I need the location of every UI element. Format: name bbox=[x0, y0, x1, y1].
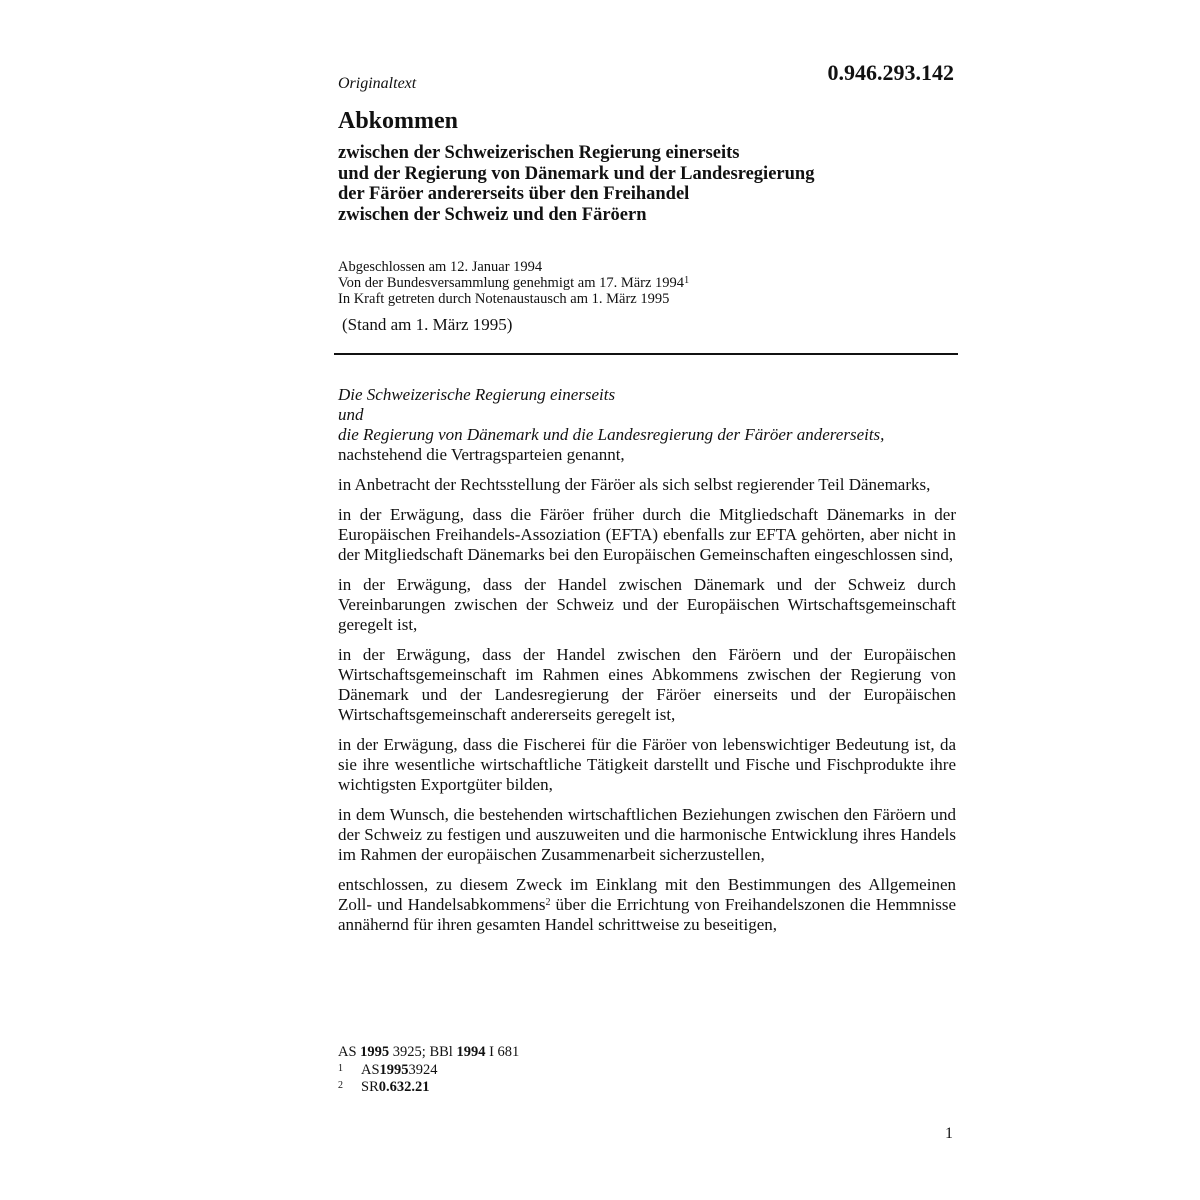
source-as-year: 1995 bbox=[360, 1044, 390, 1060]
parties-referred: nachstehend die Vertragsparteien genannt, bbox=[338, 445, 625, 464]
recital-paragraph: in dem Wunsch, die bestehenden wirtschaftlichen Beziehungen zwischen den Färöern und der Schweiz zu festigen und auszuweiten und die harmonische Entwicklung ihres Handels im Rahmen der europäischen Zusammenarbeit sicherzustellen, bbox=[338, 805, 956, 864]
document-meta bbox=[338, 259, 689, 307]
footnote-ref: 1 bbox=[684, 275, 690, 286]
subtitle-line: der Färöer andererseits über den Freihandel bbox=[338, 184, 690, 204]
source-bbl-year: 1994 bbox=[456, 1044, 486, 1060]
footnote-sr-ref: 0.632.21 bbox=[378, 1079, 430, 1095]
footnote-2 bbox=[338, 1079, 519, 1097]
recital-text: entschlossen, zu diesem Zweck im Einklang mit den Bestimmungen des Allgemeinen Zoll- und Handelsabkommens bbox=[338, 875, 956, 914]
subtitle-line: zwischen der Schweizerischen Regierung einerseits bbox=[338, 143, 740, 163]
concluded-date: Abgeschlossen am 12. Januar 1994 bbox=[338, 259, 543, 275]
party-denmark-faroe: die Regierung von Dänemark und die Landesregierung der Färöer andererseits, bbox=[338, 425, 885, 444]
footnote-1 bbox=[338, 1062, 519, 1080]
conjunction: und bbox=[338, 405, 364, 424]
sr-number: 0.946.293.142 bbox=[827, 60, 954, 85]
document-title: Abkommen bbox=[338, 108, 459, 134]
footnote-number: 1 bbox=[338, 1062, 343, 1074]
footnote-prefix: SR bbox=[361, 1079, 379, 1095]
recital-paragraph bbox=[338, 875, 956, 935]
source-prefix: AS bbox=[338, 1044, 361, 1060]
recital-paragraph: in der Erwägung, dass der Handel zwischen den Färöern und der Europäischen Wirtschaftsgemeinschaft im Rahmen eines Abkommens zwischen der Regierung von Dänemark und der Landesregierung der Färöer einerseits und der Europäischen Wirtschaftsgemeinschaft andererseits geregelt ist, bbox=[338, 645, 956, 724]
source-reference bbox=[338, 1044, 519, 1062]
source-mid: 3925; BBl bbox=[389, 1044, 457, 1060]
footnote-prefix: AS bbox=[361, 1061, 380, 1078]
source-suffix: I 681 bbox=[485, 1044, 520, 1060]
footnote-year: 1995 bbox=[379, 1061, 409, 1078]
original-text-label: Originaltext bbox=[338, 75, 417, 92]
status-date: (Stand am 1. März 1995) bbox=[342, 315, 513, 334]
footnote-number: 2 bbox=[338, 1080, 343, 1091]
preamble bbox=[338, 385, 956, 935]
horizontal-rule bbox=[334, 353, 958, 355]
party-switzerland: Die Schweizerische Regierung einerseits bbox=[338, 385, 616, 404]
document-subtitle bbox=[338, 143, 814, 225]
approved-text: Von der Bundesversammlung genehmigt am 17. März 1994 bbox=[338, 275, 685, 291]
subtitle-line: und der Regierung von Dänemark und der Landesregierung bbox=[338, 163, 815, 184]
page-number: 1 bbox=[945, 1125, 953, 1142]
recital-paragraph: in der Erwägung, dass die Fischerei für die Färöer von lebenswichtiger Bedeutung ist, da sie ihre wesentliche wirtschaftliche Tätigkeit darstellt und Fische und Fischprodukte ihre wichtigsten Exportgüter bilden, bbox=[338, 735, 956, 794]
footnote-ref: 2 bbox=[545, 897, 551, 908]
recital-paragraph: in der Erwägung, dass die Färöer früher durch die Mitgliedschaft Dänemarks in der Europäischen Freihandels-Assoziation (EFTA) ebenfalls zur EFTA gehörten, aber nicht in der Mitgliedschaft Dänemarks bei den Europäischen Gemeinschaften eingeschlossen sind, bbox=[338, 505, 956, 564]
subtitle-line: zwischen der Schweiz und den Färöern bbox=[338, 204, 647, 225]
recital-paragraph: in Anbetracht der Rechtsstellung der Färöer als sich selbst regierender Teil Dänemarks, bbox=[338, 475, 931, 494]
in-force-date: In Kraft getreten durch Notenaustausch am 1. März 1995 bbox=[338, 291, 670, 307]
approved-date bbox=[338, 275, 689, 291]
footnote-suffix: 3924 bbox=[408, 1061, 438, 1078]
recital-paragraph: in der Erwägung, dass der Handel zwischen Dänemark und der Schweiz durch Vereinbarungen zwischen der Schweiz und der Europäischen Wirtschaftsgemeinschaft geregelt ist, bbox=[338, 575, 956, 634]
footnotes bbox=[338, 1044, 519, 1097]
recital-text: über die Errichtung von Freihandelszonen die Hemmnisse annähernd für ihren gesamten Handel schrittweise zu beseitigen, bbox=[338, 895, 956, 934]
